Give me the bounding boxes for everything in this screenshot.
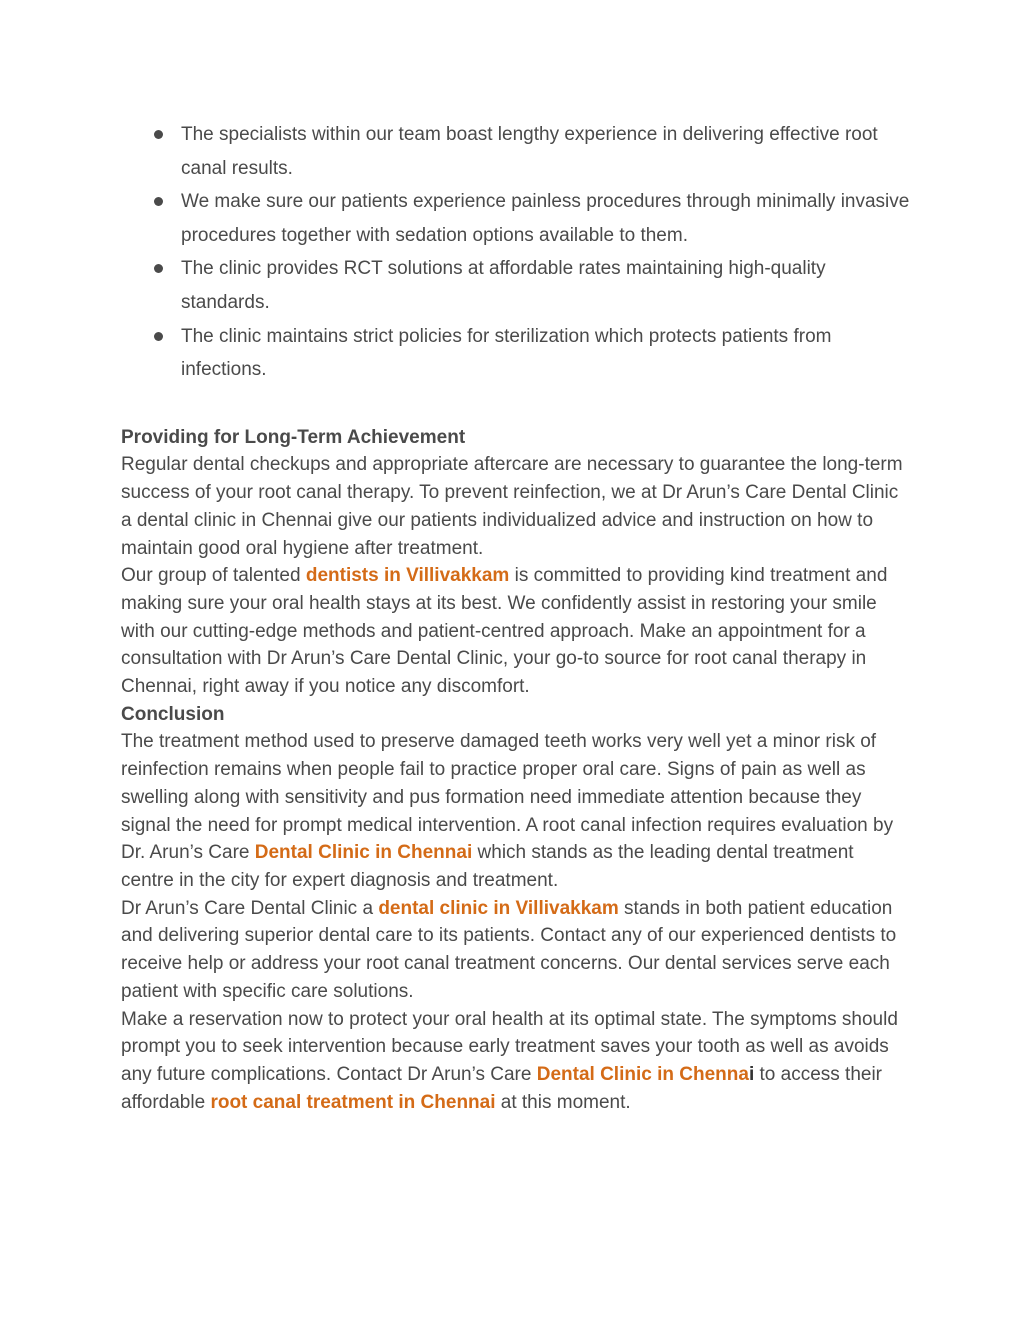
bullet-text: The clinic maintains strict policies for sterilization which protects patients from infections. — [181, 325, 832, 381]
link-dental-clinic-villivakkam[interactable]: dental clinic in Villivakkam — [378, 897, 619, 919]
bullet-dot-icon — [154, 197, 163, 206]
paragraph-treatment — [121, 728, 911, 894]
bullet-dot-icon — [154, 264, 163, 273]
link-root-canal-chennai[interactable]: root canal treatment in Chennai — [210, 1091, 496, 1113]
paragraph-text: stands in both patient education and delivering superior dental care to its patients. Contact any of our experienced dentists to receive help or address your root canal treatment concerns. Our dental services serve each patient with specific care solutions. — [121, 897, 897, 1002]
bullet-text: We make sure our patients experience painless procedures through minimally invasive procedures together with sedation options available to them. — [181, 191, 910, 246]
bullet-item — [121, 320, 911, 387]
bullet-item — [121, 252, 911, 319]
paragraph-text: to access their affordable — [121, 1063, 882, 1113]
bullet-item — [121, 185, 911, 252]
document-page — [121, 118, 911, 1116]
paragraph-text: Our group of talented — [121, 565, 306, 587]
paragraph-text: Dr Arun’s Care Dental Clinic a — [121, 897, 379, 919]
bullet-dot-icon — [154, 332, 163, 341]
paragraph-clinic — [121, 895, 911, 1006]
paragraph-team — [121, 562, 911, 701]
paragraph-text: at this moment. — [495, 1091, 631, 1113]
section-heading-long-term: Providing for Long-Term Achievement — [121, 426, 466, 448]
bullet-item — [121, 118, 911, 185]
section-long-term — [121, 424, 911, 701]
paragraph-text: Make a reservation now to protect your oral health at its optimal state. The symptoms should prompt you to seek intervention because early treatment saves your tooth as well as avoids any future complications. Contact Dr Arun’s Care — [121, 1008, 898, 1085]
link-dental-clinic-chennai[interactable]: Dental Clinic in Chennai — [254, 842, 473, 864]
paragraph-text: which stands as the leading dental treatment centre in the city for expert diagnosis and treatment. — [121, 842, 854, 891]
paragraph-text: The treatment method used to preserve damaged teeth works very well yet a minor risk of reinfection remains when people fail to practice proper oral care. Signs of pain as well as swelling along with sensitivity and pus formation need immediate attention because they signal the need for prompt medical intervention. A root canal infection requires evaluation by Dr. Arun’s Care — [121, 731, 894, 864]
link-dentists-villivakkam[interactable]: dentists in Villivakkam — [305, 565, 510, 587]
paragraph-reservation — [121, 1006, 911, 1117]
paragraph-aftercare: Regular dental checkups and appropriate aftercare are necessary to guarantee the long-term success of your root canal therapy. To prevent reinfection, we at Dr Arun’s Care Dental Clinic a dental clinic in Chennai give our patients individualized advice and instruction on how to maintain good oral hygiene after treatment. — [121, 454, 903, 559]
bullet-dot-icon — [154, 130, 163, 139]
bullet-text: The clinic provides RCT solutions at affordable rates maintaining high-quality standards. — [181, 258, 826, 313]
section-conclusion — [121, 701, 911, 1117]
feature-bullet-list — [121, 118, 911, 387]
paragraph-text: i — [748, 1063, 755, 1085]
section-heading-conclusion: Conclusion — [121, 703, 225, 725]
link-dental-clinic-chennai-2[interactable]: Dental Clinic in Chenna — [536, 1063, 749, 1085]
paragraph-text: is committed to providing kind treatment and making sure your oral health stays at its best. We confidently assist in restoring your smile with our cutting-edge methods and patient-centred approach. Make an appointment for a consultation with Dr Arun’s Care Dental Clinic, your go-to source for root canal therapy in Chennai, right away if you notice any discomfort. — [121, 565, 888, 698]
bullet-text: The specialists within our team boast lengthy experience in delivering effective root canal results. — [181, 124, 878, 179]
